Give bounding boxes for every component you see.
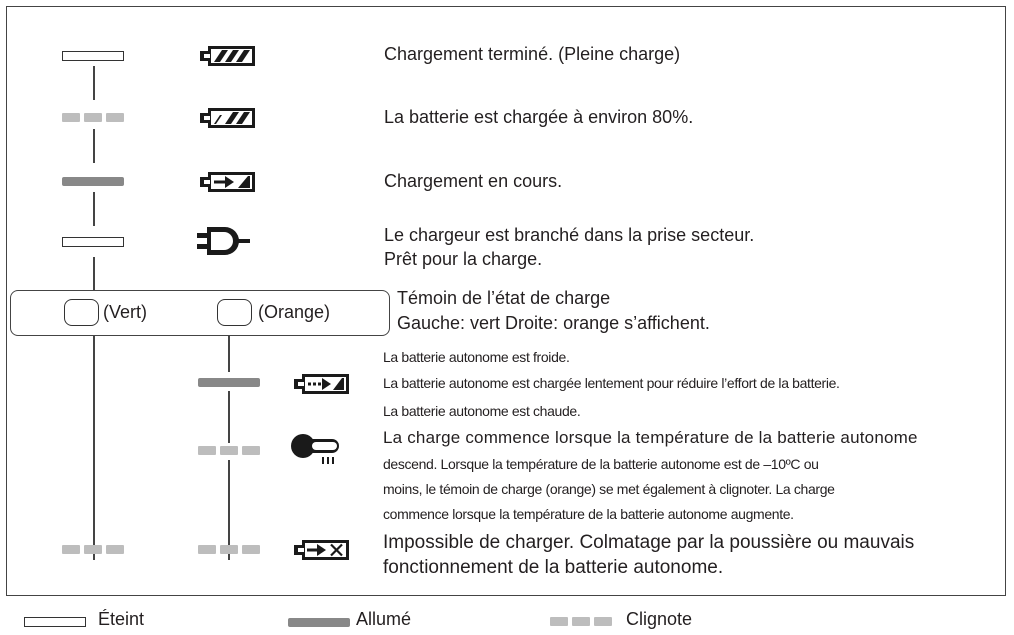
indicator-blink <box>198 545 260 555</box>
thermometer-hot-icon <box>290 428 350 468</box>
battery-full-icon <box>198 44 258 68</box>
status-plugged-line2: Prêt pour la charge. <box>384 249 543 269</box>
hot-line5: commence lorsque la température de la batterie autonome augmente. <box>383 506 794 522</box>
status-full-text: Chargement terminé. (Pleine charge) <box>384 44 681 64</box>
connector-line <box>93 257 95 290</box>
indicator-on <box>198 378 260 387</box>
legend-on-label: Allumé <box>356 609 412 629</box>
legend-off-label: Éteint <box>98 609 145 629</box>
cold-line1: La batterie autonome est froide. <box>383 349 570 365</box>
status-charging-text: Chargement en cours. <box>384 171 563 191</box>
plug-icon <box>195 224 259 258</box>
error-line2: fonctionnement de la batterie autonome. <box>383 557 724 578</box>
hot-line4: moins, le témoin de charge (orange) se met également à clignoter. La charge <box>383 481 835 497</box>
hot-line1: La batterie autonome est chaude. <box>383 403 581 419</box>
status-80-text: La batterie est chargée à environ 80%. <box>384 107 694 127</box>
cold-line2: La batterie autonome est chargée lentement pour réduire l’effort de la batterie. <box>383 375 840 391</box>
indicator-on <box>62 177 124 186</box>
green-lamp-label: (Vert) <box>103 302 148 322</box>
legend-blink-swatch <box>550 617 612 627</box>
status-plugged-line1: Le chargeur est branché dans la prise secteur. <box>384 225 755 245</box>
indicator-blink <box>62 113 124 123</box>
green-column-line <box>93 336 95 560</box>
indicator-off <box>62 237 124 247</box>
connector-line <box>93 66 95 100</box>
indicator-blink <box>62 545 124 555</box>
orange-lamp-icon <box>217 299 252 326</box>
connector-line <box>228 391 230 443</box>
battery-80-icon <box>198 106 258 130</box>
error-line1: Impossible de charger. Colmatage par la poussière ou mauvais <box>383 532 915 553</box>
hot-line3: descend. Lorsque la température de la batterie autonome est de –10ºC ou <box>383 456 819 472</box>
charge-indicator-box <box>10 290 390 336</box>
hot-line2: La charge commence lorsque la température de la batterie autonome <box>383 428 918 447</box>
indicator-blink <box>198 446 260 456</box>
connector-line <box>93 129 95 163</box>
indicator-description-line2: Gauche: vert Droite: orange s’affichent. <box>397 313 710 333</box>
green-lamp-icon <box>64 299 99 326</box>
indicator-description-line1: Témoin de l’état de charge <box>397 288 611 308</box>
battery-charging-icon <box>198 170 258 194</box>
legend-on-swatch <box>288 618 350 627</box>
legend-blink-label: Clignote <box>626 609 693 629</box>
indicator-off <box>62 51 124 61</box>
connector-line <box>93 192 95 226</box>
legend-off-swatch <box>24 617 86 627</box>
orange-lamp-label: (Orange) <box>258 302 331 322</box>
orange-column-line <box>228 336 230 372</box>
battery-error-icon <box>292 538 352 562</box>
battery-cold-icon <box>292 372 352 396</box>
